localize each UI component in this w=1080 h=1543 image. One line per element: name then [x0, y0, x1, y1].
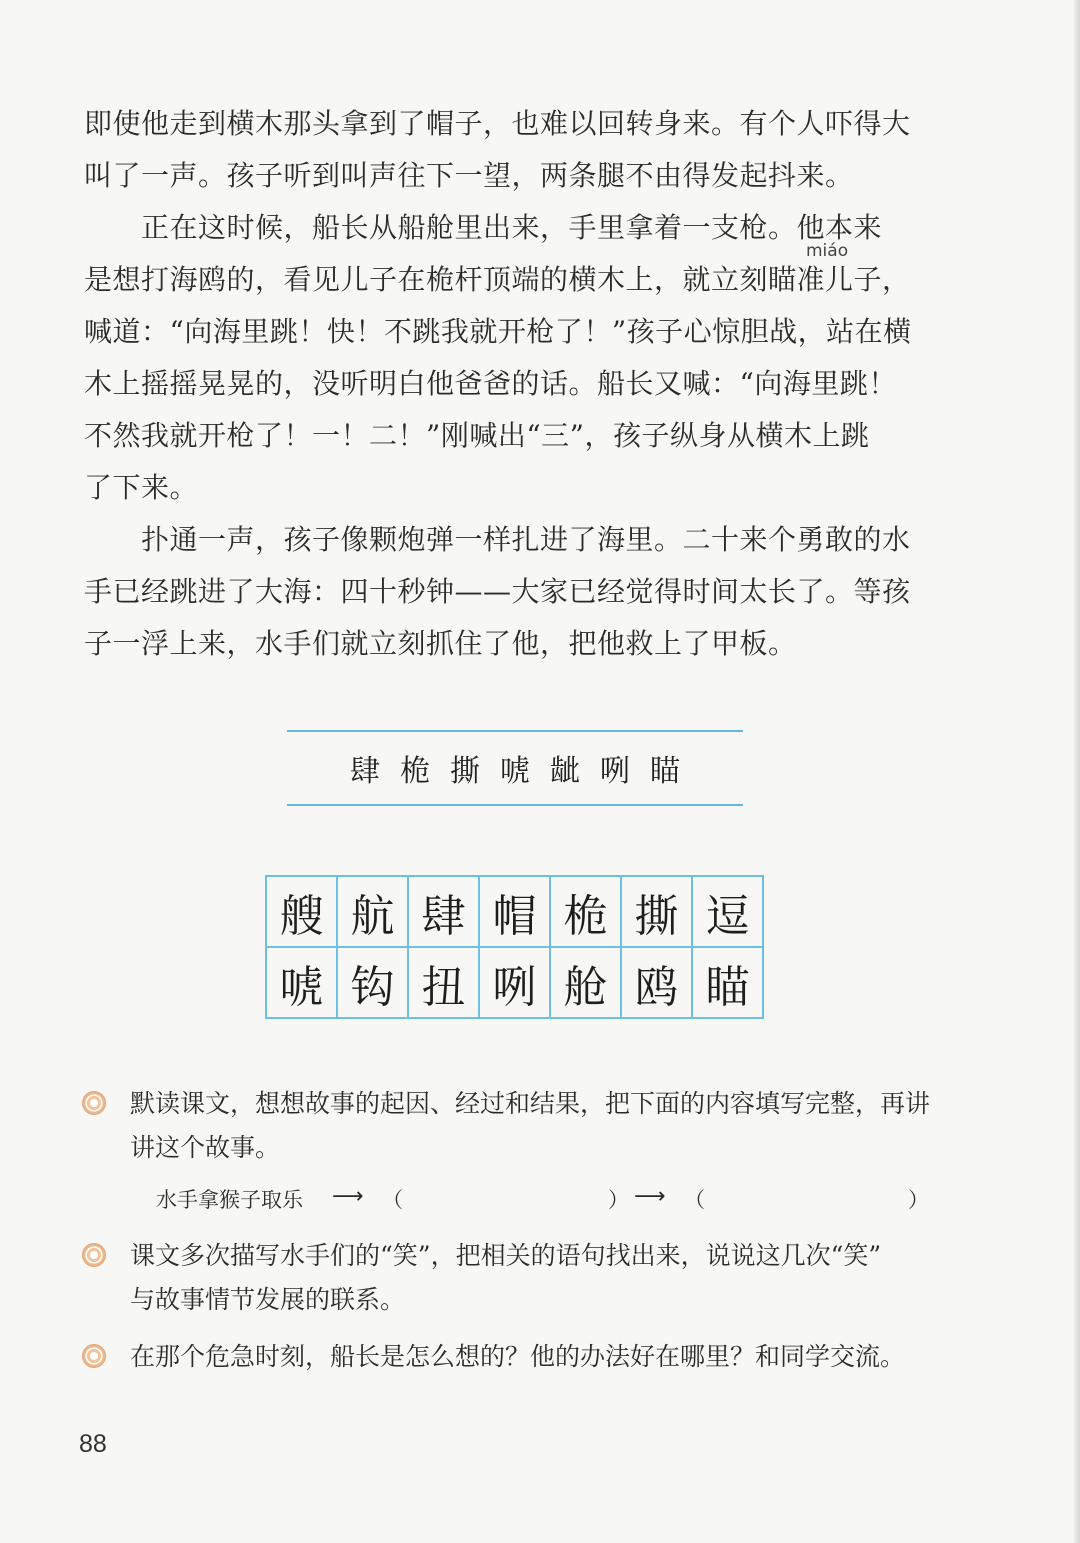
grid-cell: 航	[337, 876, 408, 947]
new-character: 桅	[400, 754, 430, 789]
grid-cell: 钩	[337, 947, 408, 1018]
text-line: 子一浮上来，水手们就立刻抓住了他，把他救上了甲板。	[84, 627, 797, 660]
paragraph-2	[84, 202, 954, 514]
grid-cell: 瞄	[692, 947, 763, 1018]
new-character: 肆	[350, 754, 380, 789]
arrow-icon: ⟶	[634, 1184, 666, 1209]
exercise-3	[130, 1335, 960, 1379]
text-line: 不然我就开枪了！一！二！”刚喊出“三”，孩子纵身从横木上跳	[84, 419, 870, 452]
text-line: 扑通一声，孩子像颗炮弹一样扎进了海里。二十来个勇敢的水	[84, 523, 911, 556]
grid-cell: 撕	[621, 876, 692, 947]
new-character: 咧	[600, 754, 630, 789]
text-line: 与故事情节发展的联系。	[130, 1285, 406, 1314]
grid-cell: 桅	[550, 876, 621, 947]
text-line: 即使他走到横木那头拿到了帽子，也难以回转身来。有个人吓得大	[84, 107, 911, 140]
flow-blank-open: （	[684, 1188, 705, 1212]
new-character: 瞄	[650, 754, 680, 789]
page-number: 88	[79, 1430, 107, 1458]
text-line: 木上摇摇晃晃的，没听明白他爸爸的话。船长又喊：“向海里跳！	[84, 367, 897, 400]
text-line: 讲这个故事。	[130, 1133, 281, 1162]
text-line: 叫了一声。孩子听到叫声往下一望，两条腿不由得发起抖来。	[84, 159, 854, 192]
text-line: 课文多次描写水手们的“笑”，把相关的语句找出来，说说这几次“笑”	[130, 1241, 882, 1270]
text-line: 手已经跳进了大海：四十秒钟——大家已经觉得时间太长了。等孩	[84, 575, 911, 608]
text-line: 是想打海鸥的，看见儿子在桅杆顶端的横木上，就立刻瞄准儿子，	[84, 263, 911, 296]
arrow-icon: ⟶	[332, 1184, 364, 1209]
exercise-bullet-icon	[82, 1243, 106, 1267]
exercise-bullet-icon	[82, 1091, 106, 1115]
new-characters-box	[287, 730, 743, 806]
paragraph-1	[84, 98, 954, 202]
text-line: 正在这时候，船长从船舱里出来，手里拿着一支枪。他本来	[84, 211, 883, 244]
story-flow	[156, 1180, 956, 1216]
new-character: 撕	[450, 754, 480, 789]
grid-cell: 咧	[479, 947, 550, 1018]
exercise-bullet-icon	[82, 1344, 106, 1368]
text-line: 喊道：“向海里跳！快！不跳我就开枪了！”孩子心惊胆战，站在横	[84, 315, 912, 348]
flow-start: 水手拿猴子取乐	[156, 1188, 303, 1212]
grid-row	[266, 876, 763, 947]
new-character: 龇	[550, 754, 580, 789]
pinyin-annotation: miáo	[806, 241, 849, 261]
flow-blank-close: ）	[908, 1188, 929, 1212]
grid-cell: 舱	[550, 947, 621, 1018]
text-line: 默读课文，想想故事的起因、经过和结果，把下面的内容填写完整，再讲	[130, 1089, 931, 1118]
grid-cell: 唬	[266, 947, 337, 1018]
grid-row	[266, 947, 763, 1018]
flow-blank-close: ）	[608, 1188, 629, 1212]
grid-cell: 肆	[408, 876, 479, 947]
grid-cell: 鸥	[621, 947, 692, 1018]
exercise-2	[130, 1234, 960, 1322]
grid-cell: 帽	[479, 876, 550, 947]
text-line: 了下来。	[84, 471, 199, 504]
writing-grid	[265, 875, 764, 1019]
page-edge	[1074, 0, 1080, 1543]
paragraph-3	[84, 514, 954, 670]
flow-blank-open: （	[382, 1188, 403, 1212]
text-line: 在那个危急时刻，船长是怎么想的？他的办法好在哪里？和同学交流。	[130, 1342, 906, 1371]
grid-cell: 逗	[692, 876, 763, 947]
grid-cell: 艘	[266, 876, 337, 947]
new-character: 唬	[500, 754, 530, 789]
exercise-1	[130, 1082, 960, 1170]
grid-cell: 扭	[408, 947, 479, 1018]
